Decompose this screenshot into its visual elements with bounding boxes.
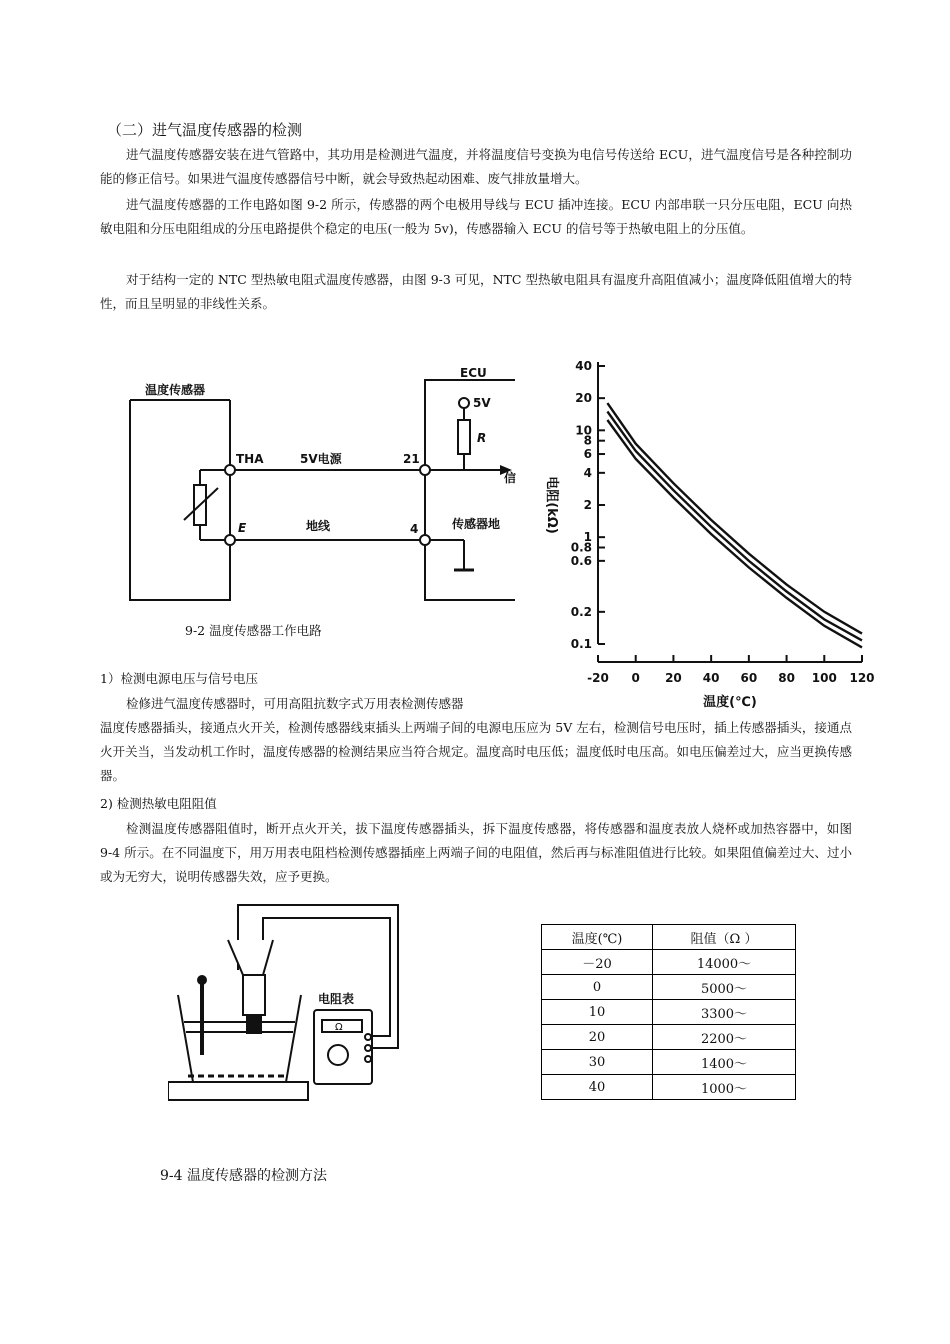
table-header: 温度(℃) <box>542 925 653 950</box>
table-cell: 2200～ <box>653 1025 796 1050</box>
y-tick-label: 0.1 <box>570 637 592 651</box>
sensor-label: 温度传感器 <box>145 383 206 397</box>
step2-title: 2) 检测热敏电阻阻值 <box>100 796 217 811</box>
resistance-temperature-chart <box>520 352 876 720</box>
sensor-housing <box>130 400 230 600</box>
x-tick-label: 60 <box>740 671 758 685</box>
test-apparatus-illustration <box>168 900 408 1110</box>
paragraph-2: 进气温度传感器的工作电路如图 9-2 所示，传感器的两个电极用导线与 ECU 插冲连接。ECU 内部串联一只分压电阻，ECU 向热敏电阻和分压电阻组成的分压电路提供个稳定的电压(一般为 5v)，传感器输入 ECU 的信号等于热敏电阻上的分压值。 <box>100 197 852 236</box>
x-tick-label: -20 <box>587 671 609 685</box>
table-row <box>542 975 796 1000</box>
table-row <box>542 1050 796 1075</box>
y-tick-label: 10 <box>575 423 592 438</box>
pin-tha: THA <box>236 452 264 466</box>
table-cell: 0 <box>542 975 653 1000</box>
table-row <box>542 1075 796 1100</box>
table-cell: 20 <box>542 1025 653 1050</box>
pullup-resistor <box>458 420 470 454</box>
signal-label: 信 <box>504 471 517 485</box>
table-header: 阻值（Ω ） <box>653 925 796 950</box>
resistance-table <box>541 924 796 1100</box>
y-axis-label: 电阻(kΩ) <box>544 476 559 534</box>
table-cell: 14000～ <box>653 950 796 975</box>
ecu-label: ECU <box>460 366 487 380</box>
x-axis-label: 温度(℃) <box>703 695 757 710</box>
figure-9-4-caption: 9-4 温度传感器的检测方法 <box>160 1168 327 1184</box>
ground-wire-label: 地线 <box>306 519 331 533</box>
supply-label: 5V <box>473 396 491 410</box>
step1-title: 1）检测电源电压与信号电压 <box>100 671 258 686</box>
x-tick-label: 20 <box>665 671 682 685</box>
y-tick-label: 20 <box>575 391 592 406</box>
series-line-2 <box>607 412 862 641</box>
y-tick-label: 40 <box>575 359 592 373</box>
table-row <box>542 1000 796 1025</box>
x-tick-label: 40 <box>702 671 720 685</box>
paragraph-1: 进气温度传感器安装在进气管路中，其功用是检测进气温度，并将温度信号变换为电信号传送给 ECU，进气温度信号是各种控制功能的修正信号。如果进气温度传感器信号中断，就会导致热起动困难、废气排放量增大。 <box>100 147 852 186</box>
table-cell: 5000～ <box>653 975 796 1000</box>
table-cell: －20 <box>542 950 653 975</box>
step1-text: 温度传感器插头，接通点火开关，检测传感器线束插头上两端子间的电源电压应为 5V 左右，检测信号电压时，插上传感器插头，接通点火开关当，当发动机工作时，温度传感器的检测结果应当符合规定。温度高时电压低；温度低时电压高。如电压偏差过大，应当更换传感器。 <box>100 720 852 783</box>
meter-label: 电阻表 <box>318 992 355 1006</box>
ecu-box <box>425 380 515 600</box>
resistor-label: R <box>477 431 487 445</box>
table-cell: 1400～ <box>653 1050 796 1075</box>
beaker <box>178 995 301 1082</box>
pin-e: E <box>238 521 247 535</box>
y-tick-label: 0.6 <box>570 553 592 568</box>
y-tick-label: 1 <box>583 530 592 545</box>
y-tick-label: 2 <box>583 498 592 512</box>
meter-unit: Ω <box>335 1022 343 1033</box>
table-cell: 30 <box>542 1050 653 1075</box>
table-row <box>542 950 796 975</box>
table-cell: 1000～ <box>653 1075 796 1100</box>
y-tick-label: 0.8 <box>570 540 592 555</box>
x-tick-label: 80 <box>778 671 795 685</box>
y-tick-label: 4 <box>583 465 592 480</box>
pin-21: 21 <box>403 452 420 466</box>
sensor-under-test <box>243 975 265 1015</box>
table-header-row <box>542 925 796 950</box>
x-tick-label: 120 <box>849 671 875 685</box>
table-row <box>542 1025 796 1050</box>
x-tick-label: 0 <box>631 671 640 685</box>
series-line-1 <box>607 403 862 633</box>
y-tick-label: 6 <box>583 447 592 462</box>
table-cell: 40 <box>542 1075 653 1100</box>
burner <box>168 1082 308 1100</box>
figure-9-2-caption: 9-2 温度传感器工作电路 <box>185 623 322 638</box>
table-cell: 3300～ <box>653 1000 796 1025</box>
y-tick-label: 0.2 <box>570 604 592 619</box>
step1-line1: 检修进气温度传感器时，可用高阻抗数字式万用表检测传感器 <box>126 696 464 711</box>
circuit-diagram <box>120 360 520 610</box>
pin-4: 4 <box>410 522 419 536</box>
paragraph-3: 对于结构一定的 NTC 型热敏电阻式温度传感器，由图 9-3 可见，NTC 型热敏电阻具有温度升高阻值减小；温度降低阻值增大的特性，而且呈明显的非线性关系。 <box>100 272 852 311</box>
power-wire-label: 5V电源 <box>300 452 342 466</box>
y-tick-label: 8 <box>583 433 592 448</box>
step2-text: 检测温度传感器阻值时，断开点火开关，拔下温度传感器插头，拆下温度传感器，将传感器和温度表放人烧杯或加热容器中，如图 9-4 所示。在不同温度下，用万用表电阻档检测传感器插座上两端子间的电阻值，然后再与标准阻值进行比较。如果阻值偏差过大、过小或为无穷大，说明传感器失效，应予更换。 <box>100 821 852 884</box>
ground-label: 传感器地 <box>452 517 501 531</box>
section-title: （二）进气温度传感器的检测 <box>107 121 303 139</box>
table-cell: 10 <box>542 1000 653 1025</box>
x-tick-label: 100 <box>811 671 837 685</box>
